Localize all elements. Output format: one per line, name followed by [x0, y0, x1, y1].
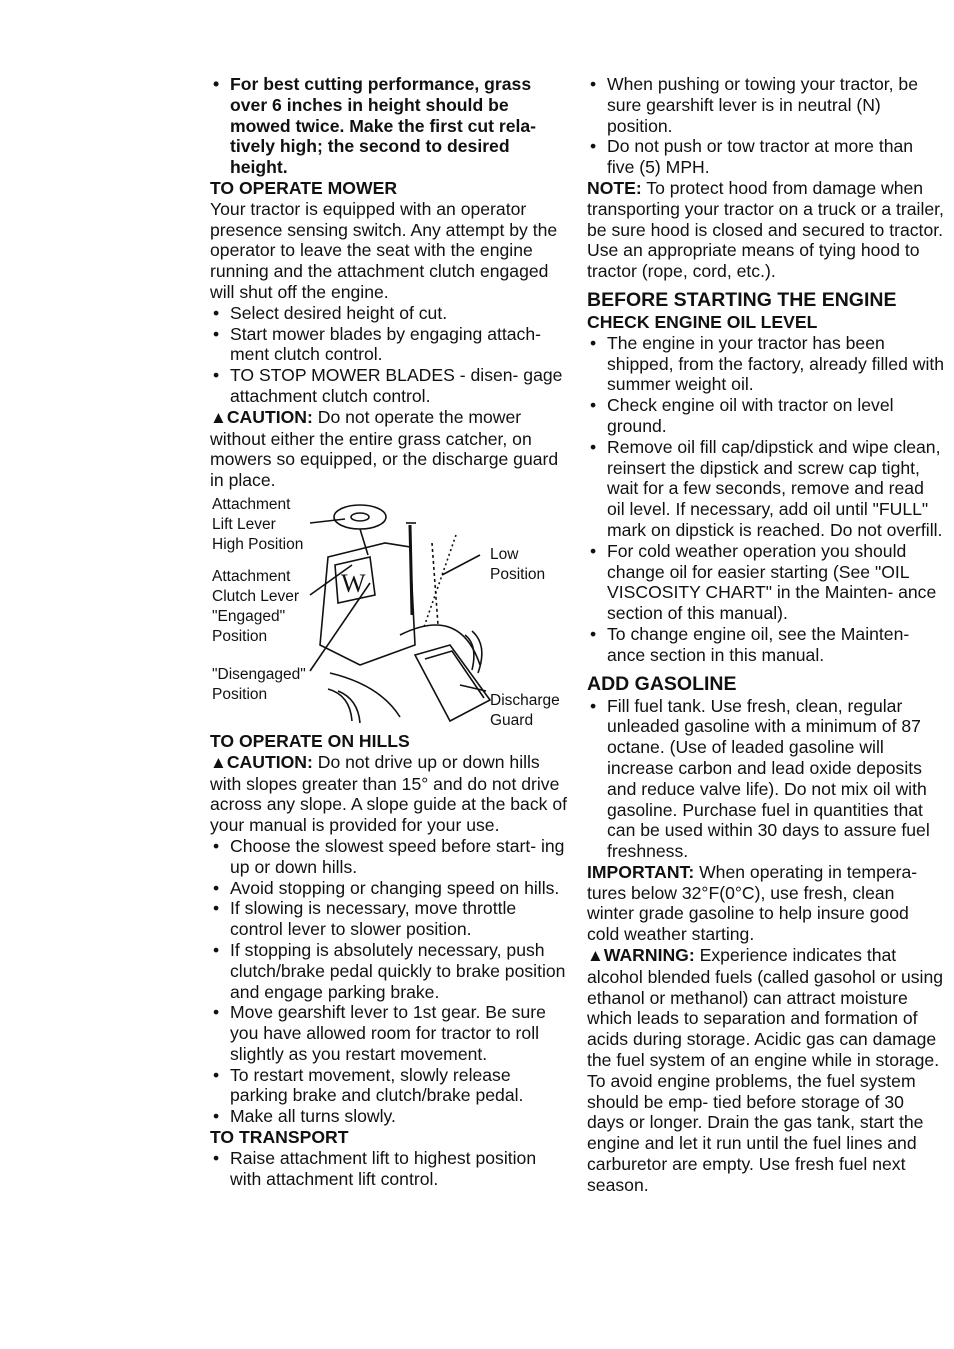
list-item: • Avoid stopping or changing speed on hills.	[210, 878, 570, 899]
operate-mower-paragraph: Your tractor is equipped with an operator presence sensing switch. Any attempt by the operator to leave the seat with the engine running and the attachment clutch engaged will shut off the engine.	[210, 198, 558, 302]
list-item: • If slowing is necessary, move throttle control lever to slower position.	[210, 898, 570, 940]
list-item: • TO STOP MOWER BLADES - disen- gage attachment clutch control.	[210, 365, 570, 407]
section-heading-before-starting: BEFORE STARTING THE ENGINE	[587, 288, 897, 311]
warning-triangle-icon: ▲	[210, 752, 227, 772]
list-item: • To restart movement, slowly release parking brake and clutch/brake pedal.	[210, 1065, 570, 1107]
label-disengaged-position: "Disengaged" Position	[212, 665, 306, 703]
intro-list	[210, 74, 570, 178]
label-low-position: Low Position	[490, 545, 546, 583]
list-item: • Make all turns slowly.	[210, 1106, 570, 1127]
steering-wheel-shape	[334, 505, 386, 529]
list-item: • Move gearshift lever to 1st gear. Be sure you have allowed room for tractor to roll slightly as you restart movement.	[210, 1002, 570, 1064]
gasoline-list	[587, 696, 945, 862]
section-heading-add-gasoline: ADD GASOLINE	[587, 672, 737, 695]
important-text: When operating in tempera- tures below 32°F(0°C), use fresh, clean winter grade gasoline to help insure good cold weather starting.	[587, 861, 918, 945]
list-item: • The engine in your tractor has been shipped, from the factory, already filled with summer weight oil.	[587, 333, 945, 395]
mower-caution	[210, 407, 570, 491]
list-item: • Fill fuel tank. Use fresh, clean, regular unleaded gasoline with a minimum of 87 octane. (Use of leaded gasoline will increase carbon and lead oxide deposits and reduce valve life). Do not mix oil with gasoline. Purchase fuel in quantities that can be used within 30 days to assure fuel freshness.	[587, 696, 945, 862]
warning-triangle-icon: ▲	[587, 946, 604, 966]
warning-label: WARNING:	[603, 945, 695, 966]
important-label: IMPORTANT:	[587, 861, 695, 882]
label-attachment-lift-lever: Attachment Lift Lever High Position	[212, 495, 304, 553]
label-attachment-clutch-lever: Attachment Clutch Lever "Engaged" Position	[212, 567, 300, 645]
list-item: • For cold weather operation you should change oil for easier starting (See "OIL VISCOSITY CHART" in the Mainten- ance section of this manual).	[587, 541, 945, 624]
warning-text: Experience indicates that alcohol blended fuels (called gasohol or using ethanol or methanol) can attract moisture which leads to separation and formation of acids during storage. Acidic gas can damage the fuel system of an engine while in storage. To avoid engine problems, the fuel system should be emp- tied before storage of 30 days or longer. Drain the gas tank, start the engine and let it run until the fuel lines and carburetor are empty. Use fresh fuel next season.	[587, 945, 944, 1195]
caution-label: CAUTION:	[226, 406, 313, 427]
left-column	[210, 74, 570, 1189]
transport-note	[587, 178, 945, 282]
hills-list	[210, 836, 570, 1127]
check-oil-list	[587, 333, 945, 666]
list-item: • When pushing or towing your tractor, be sure gearshift lever is in neutral (N) position.	[587, 74, 945, 136]
list-item: • Start mower blades by engaging attach- ment clutch control.	[210, 324, 570, 366]
label-discharge-guard: Discharge Guard	[490, 691, 560, 729]
warning-triangle-icon: ▲	[210, 407, 227, 427]
list-item: • To change engine oil, see the Mainten- ance section in this manual.	[587, 624, 945, 666]
note-label: NOTE:	[587, 177, 642, 198]
svg-text:W: W	[341, 568, 366, 598]
list-item: • Select desired height of cut.	[210, 303, 570, 324]
hills-caution	[210, 752, 570, 836]
tractor-lever-figure	[210, 495, 570, 731]
list-item: • Remove oil fill cap/dipstick and wipe clean, reinsert the dipstick and screw cap tight, wait for a few seconds, remove and read oil level. If necessary, add oil until "FULL" mark on dipstick is reached. Do not overfill.	[587, 437, 945, 541]
list-item: • Raise attachment lift to highest position with attachment lift control.	[210, 1148, 570, 1190]
list-item: • Choose the slowest speed before start- ing up or down hills.	[210, 836, 570, 878]
list-item: • If stopping is absolutely necessary, push clutch/brake pedal quickly to brake position and engage parking brake.	[210, 940, 570, 1002]
caution-text: Do not operate the mower without either the entire grass catcher, on mowers so equipped, or the discharge guard in place.	[210, 406, 559, 491]
transport-continued-list	[587, 74, 945, 178]
sub-heading-check-oil: CHECK ENGINE OIL LEVEL	[587, 311, 818, 332]
note-text: To protect hood from damage when transporting your tractor on a truck or a trailer, be sure hood is closed and secured to tractor. Use an appropriate means of tying hood to tractor (rope, cord, etc.).	[587, 177, 944, 282]
section-heading-operate-mower: TO OPERATE MOWER	[210, 177, 398, 198]
caution-text: Do not drive up or down hills with slopes greater than 15° and do not drive across any slope. A slope guide at the back of your manual is provided for your use.	[210, 751, 567, 836]
operate-mower-list	[210, 303, 570, 407]
section-heading-transport: TO TRANSPORT	[210, 1127, 349, 1148]
list-item: • Do not push or tow tractor at more than five (5) MPH.	[587, 136, 945, 178]
list-item: • For best cutting performance, grass over 6 inches in height should be mowed twice. Make the first cut rela- tively high; the second to desired height.	[210, 74, 570, 178]
warning-paragraph	[587, 945, 945, 1196]
caution-label: CAUTION:	[226, 751, 313, 772]
right-column	[587, 74, 945, 1196]
transport-list	[210, 1148, 570, 1190]
section-heading-hills: TO OPERATE ON HILLS	[210, 730, 410, 751]
important-paragraph	[587, 862, 945, 945]
list-item: • Check engine oil with tractor on level ground.	[587, 395, 945, 437]
